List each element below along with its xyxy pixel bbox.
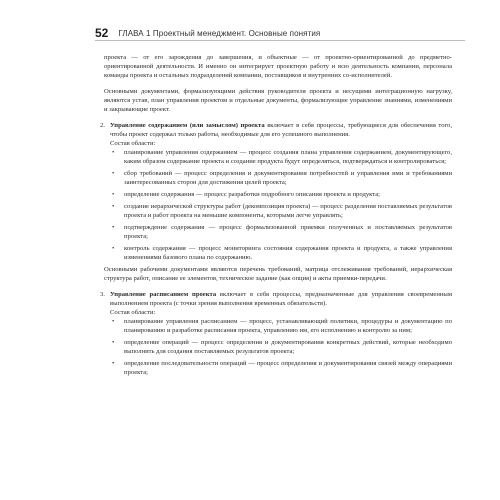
- page-header: [95, 26, 455, 40]
- bullet-text: создание иерархической структуры работ (декомпозиция проекта) — процесс разделения поставляемых результатов проекта и работ проекта на меньшие компоненты, которыми легче управлять;: [124, 203, 452, 219]
- paragraph-docs: Основными документами, формализующими действия руководителя проекта и несущими интеграционную нагрузку, являются устав, план управления проектом и отдельные документы, формализующие управление знаниями, изменениями и закрывающие проект.: [104, 88, 452, 113]
- list-item: [104, 317, 452, 335]
- bullet-icon: •: [112, 339, 115, 346]
- composition-label: Состав области:: [110, 309, 156, 316]
- bullet-text: определение последовательности операций — процесс определения и документирования связей между операциями проекта;: [124, 360, 452, 376]
- bullet-icon: •: [112, 245, 115, 252]
- section-closing: Основными рабочими документами являются перечень требований, матрица отслеживания требований, иерархическая структура работ, описание ее элементов, техническое задание (как опция) и акты приемки-передачи.: [104, 266, 452, 282]
- running-head: ГЛАВА 1 Проектный менеджмент. Основные понятия: [118, 28, 321, 38]
- bullet-text: планирование управления содержанием — процесс создания плана управления содержанием, документирующего, каким образом содержание проекта и создание продукта будут определяться, подтверждаться и контролироваться;: [124, 149, 452, 165]
- section-title: Управление расписанием проекта: [110, 291, 217, 298]
- section-intro: [110, 290, 452, 308]
- bullet-icon: •: [112, 224, 115, 231]
- bullet-icon: •: [112, 170, 115, 177]
- schedule-bullet-list: [104, 317, 452, 377]
- list-item: [104, 190, 452, 199]
- section-text: включает в себя процессы, предназначенные для управления своевременным выполнением проекта (с точки зрения выполнения временных обязательств).: [110, 291, 452, 307]
- header-rule: [95, 40, 465, 41]
- section-number: 2.: [100, 122, 105, 129]
- section-text: включает в себя процессы, требующиеся для обеспечения того, чтобы проект содержал только работы, необходимые для его успешного выполнения.: [110, 122, 452, 138]
- page-content: [100, 53, 452, 380]
- section-schedule: [100, 290, 452, 317]
- list-item: [104, 223, 452, 241]
- bullet-text: контроль содержания — процесс мониторинга состояния содержания проекта и продукта, а также управления изменениями базового плана по содержанию.: [124, 245, 452, 261]
- scope-bullet-list: [104, 148, 452, 262]
- section-scope: [100, 121, 452, 148]
- bullet-icon: •: [112, 360, 115, 367]
- bullet-icon: •: [112, 318, 115, 325]
- page-number: 52: [95, 26, 109, 40]
- bullet-text: сбор требований — процесс определения и документирования потребностей и управления ими и требованиями заинтересованных сторон для достижения целей проекта;: [124, 170, 452, 186]
- section-title: Управление содержанием (или замыслом) проекта: [110, 122, 265, 129]
- section-intro: [110, 121, 452, 139]
- bullet-text: определение содержания — процесс разработки подробного описания проекта и продукта;: [124, 191, 380, 198]
- bullet-icon: •: [112, 149, 115, 156]
- list-item: [104, 202, 452, 220]
- bullet-icon: •: [112, 203, 115, 210]
- composition-label: Состав области:: [110, 140, 156, 147]
- bullet-icon: •: [112, 191, 115, 198]
- list-item: [104, 338, 452, 356]
- bullet-text: планирование управления расписанием — процесс, устанавливающий политики, процедуры и документацию по планированию и разработке расписания проекта, управлению им, его исполнению и контролю за ним;: [124, 318, 452, 334]
- bullet-text: определение операций — процесс определения и документирования конкретных действий, которые необходимо выполнить для создания поставляемых результатов проекта;: [124, 339, 452, 355]
- bullet-text: подтверждение содержания — процесс формализованной приемки полученных и поставляемых результатов проекта;: [124, 224, 452, 240]
- paragraph-intro: проекта — от его зарождения до завершения, и объектные — от проектно-ориентированной до предметно-ориентированной деятельности. И именно он интегрирует проектную работу и всю деятельность компании, персонала команды проекта и остальных подразделений компании, поставщиков и внутренних со-исполнителей.: [104, 54, 452, 79]
- list-item: [104, 244, 452, 262]
- list-item: [104, 148, 452, 166]
- list-item: [104, 169, 452, 187]
- section-number: 3.: [100, 291, 105, 298]
- list-item: [104, 359, 452, 377]
